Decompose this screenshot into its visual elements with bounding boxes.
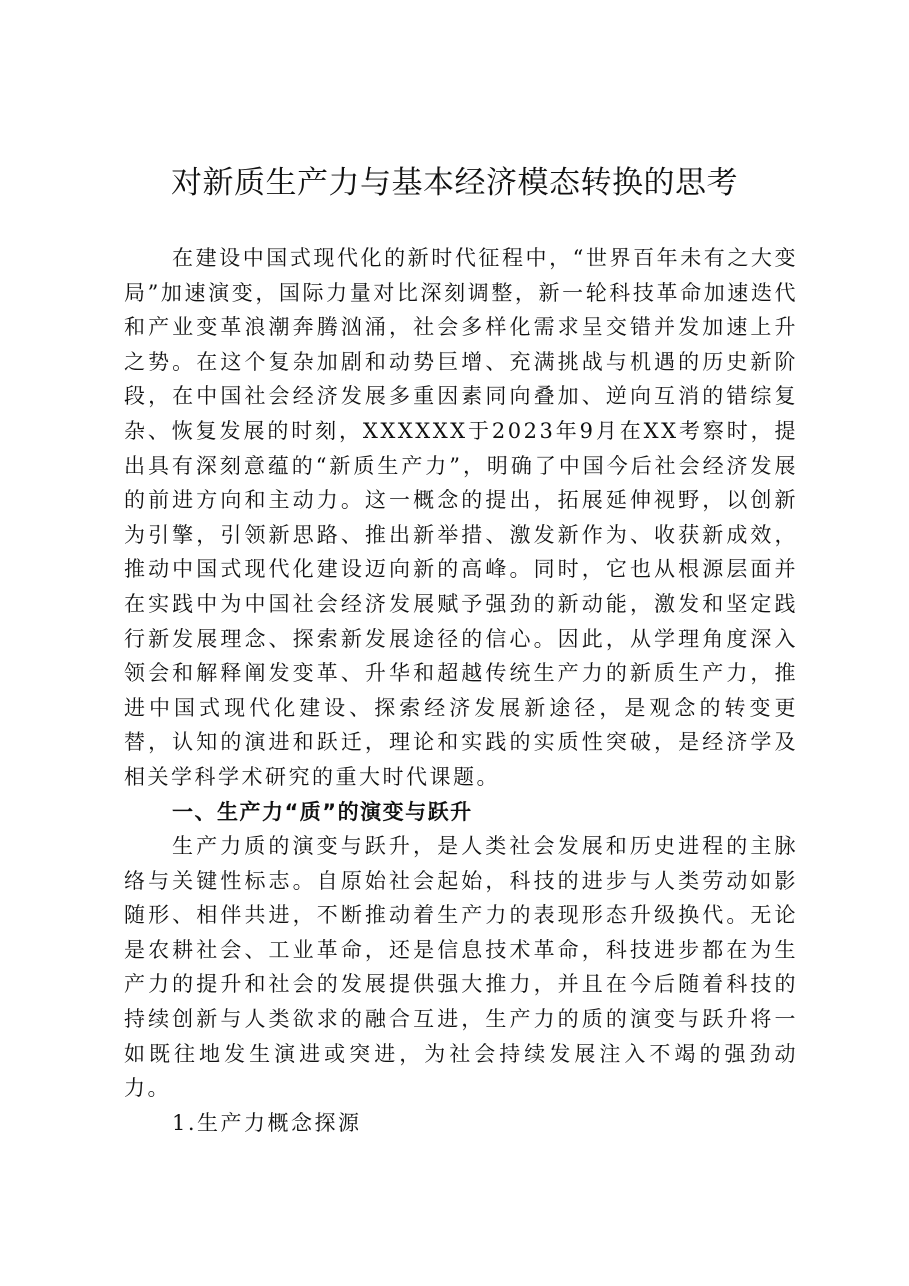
section-heading: 一、生产力“质”的演变与跃升 xyxy=(172,799,473,824)
intro-paragraph: 在建设中国式现代化的新时代征程中，“世界百年未有之大变局”加速演变，国际力量对比深刻调整，新一轮科技革命加速迭代和产业变革浪潮奔腾汹涌，社会多样化需求呈交错并发加速上升之势。在这个复杂加剧和动势巨增、充满挑战与机遇的历史新阶段，在中国社会经济发展多重因素同向叠加、逆向互消的错综复杂、恢复发展的时刻，XXXXXX于2023年9月在XX考察时，提出具有深刻意蕴的“新质生产力”，明确了中国今后社会经济发展的前进方向和主动力。这一概念的提出，拓展延伸视野，以创新为引擎，引领新思路、推出新举措、激发新作为、收获新成效，推动中国式现代化建设迈向新的高峰。同时，它也从根源层面并在实践中为中国社会经济发展赋予强劲的新动能，激发和坚定践行新发展理念、探索新发展途径的信心。因此，从学理角度深入领会和解释阐发变革、升华和超越传统生产力的新质生产力，推进中国式现代化建设、探索经济发展新途径，是观念的转变更替，认知的演进和跃迁，理论和实践的实质性突破，是经济学及相关学科学术研究的重大时代课题。 xyxy=(124,246,798,789)
document-body xyxy=(124,241,798,1140)
section-paragraph: 生产力质的演变与跃升，是人类社会发展和历史进程的主脉络与关键性标志。自原始社会起始，科技的进步与人类劳动如影随形、相伴共进，不断推动着生产力的表现形态升级换代。无论是农耕社会、工业革命，还是信息技术革命，科技进步都在为生产力的提升和社会的发展提供强大推力，并且在今后随着科技的持续创新与人类欲求的融合互进，生产力的质的演变与跃升将一如既往地发生演进或突进，为社会持续发展注入不竭的强劲动力。 xyxy=(124,834,798,1101)
document-title: 对新质生产力与基本经济模态转换的思考 xyxy=(171,165,738,201)
subsection-heading: 1.生产力概念探源 xyxy=(172,1110,362,1135)
